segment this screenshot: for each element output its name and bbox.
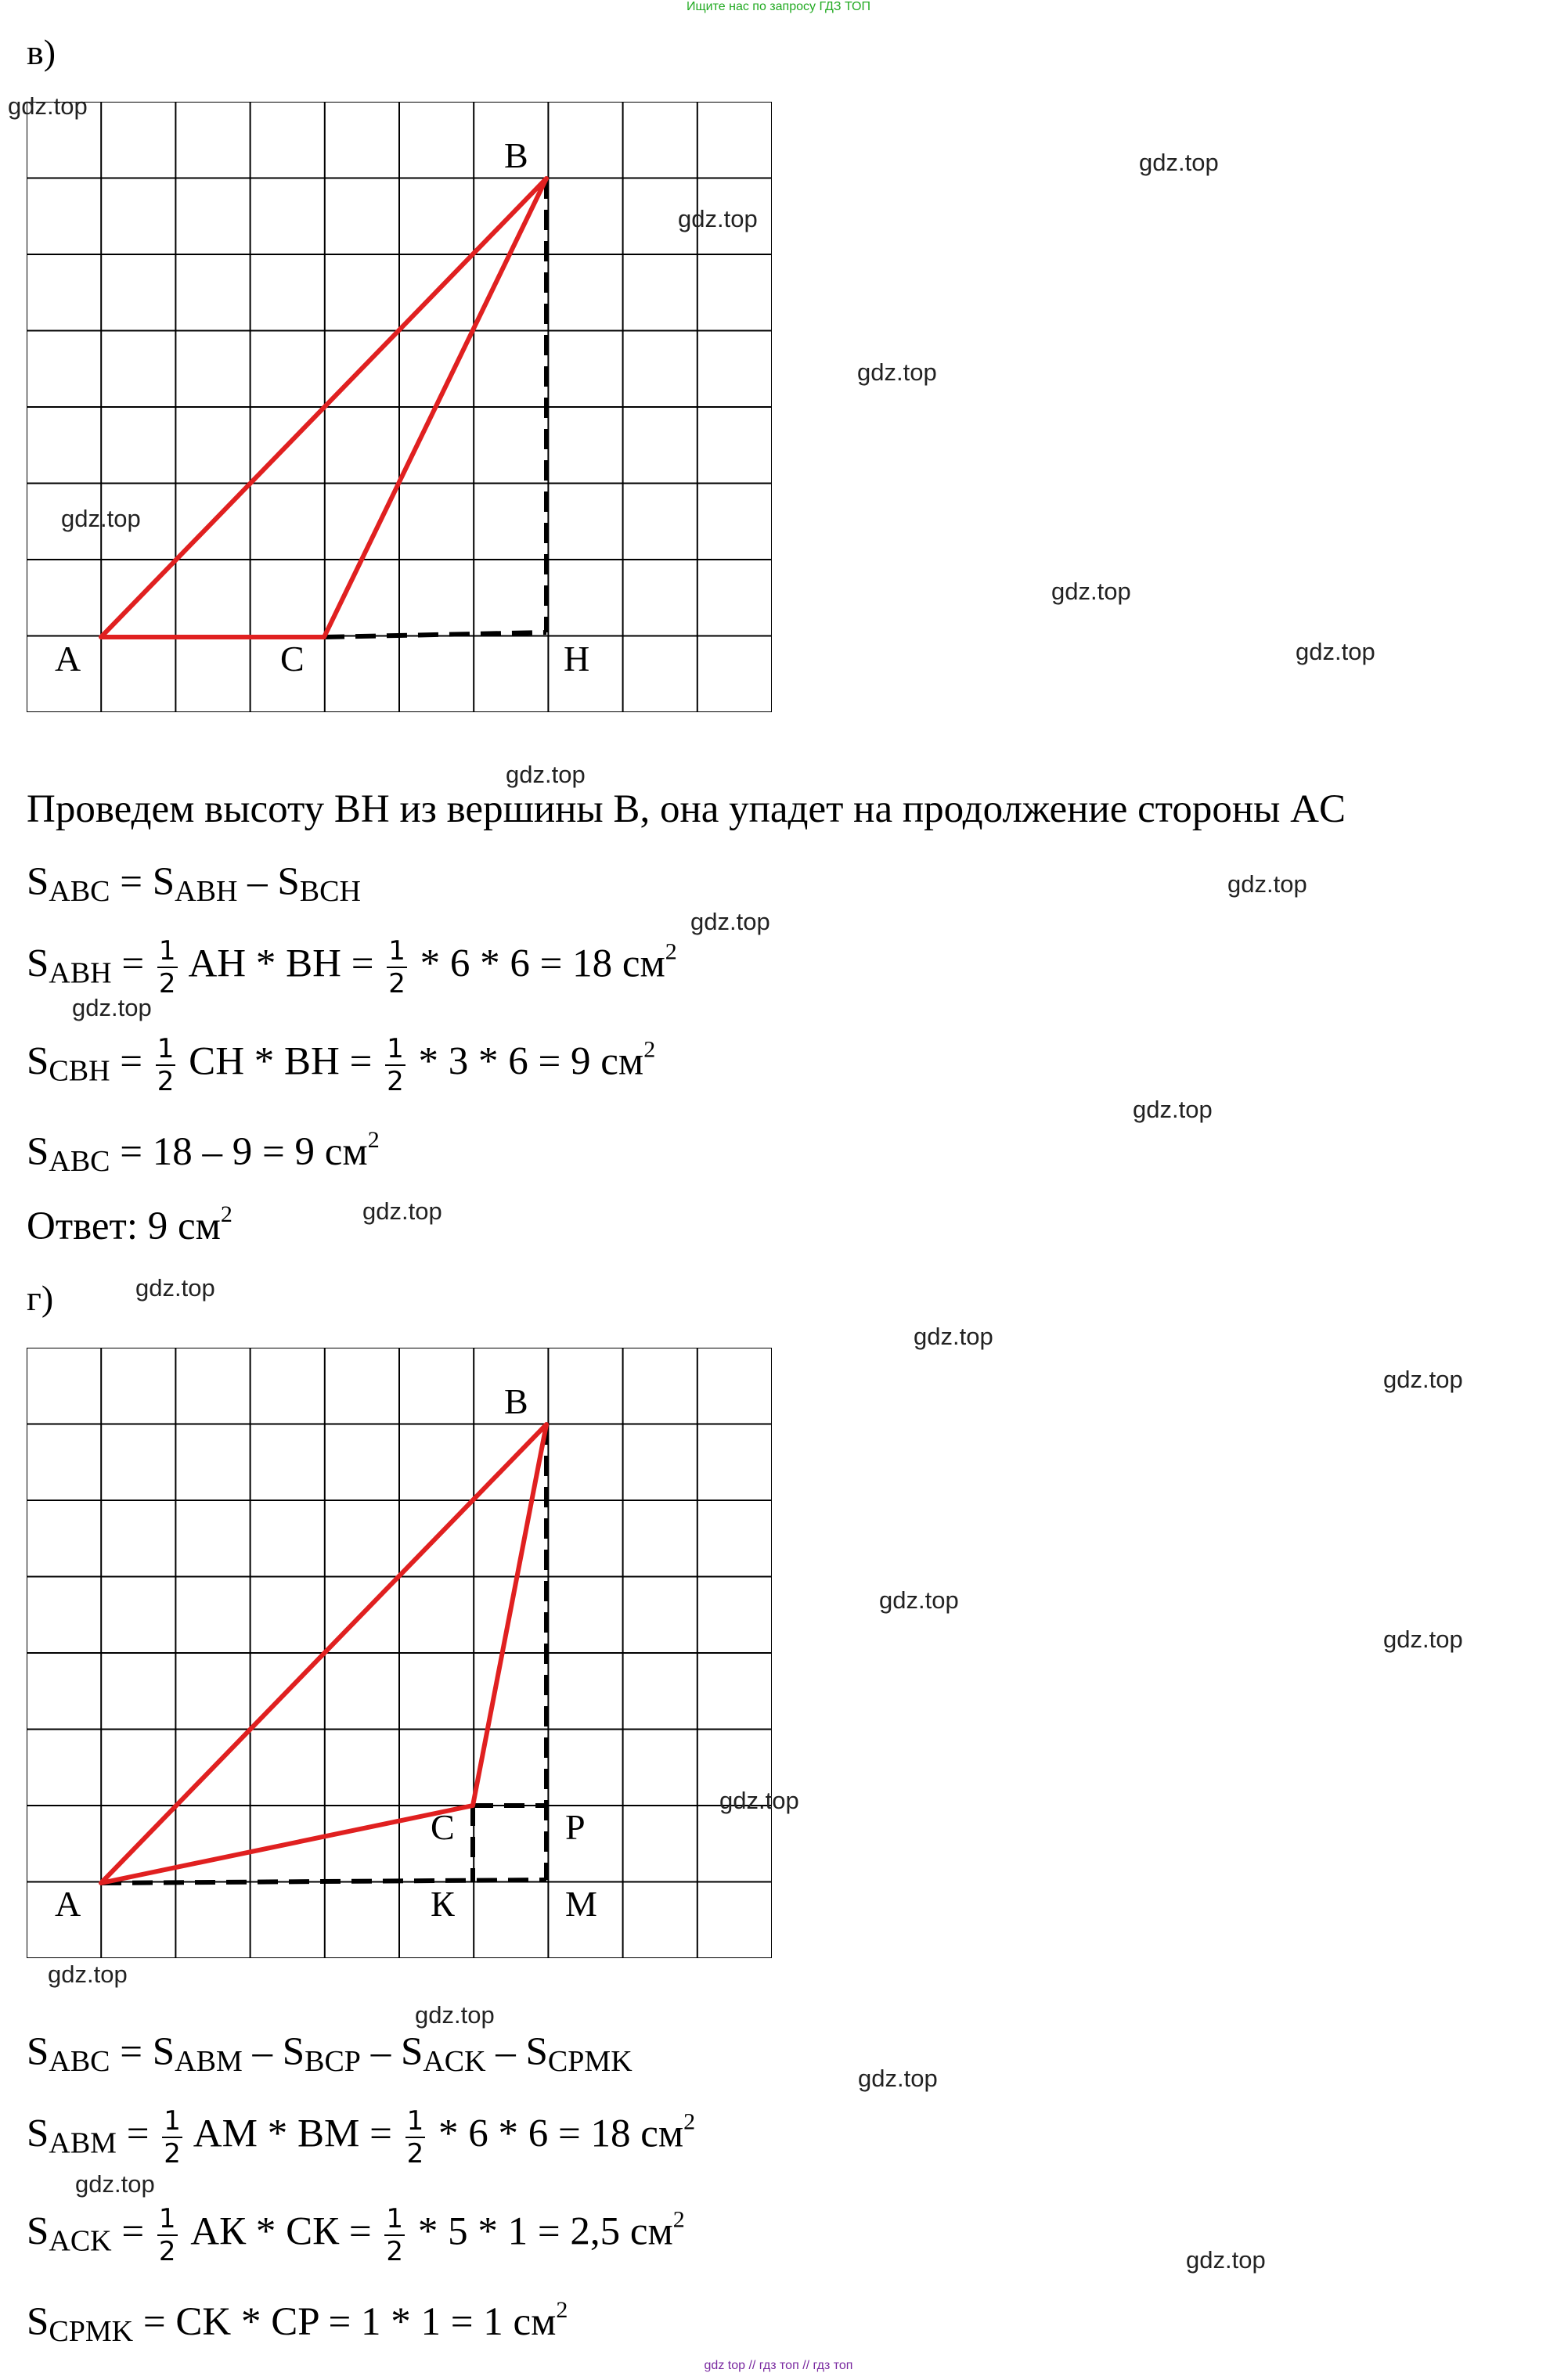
formula-g-3: $S_{ACK}$ = $\frac{1}{2}$ АК * СК = $\frac{1}{2}$ * 5 * 1 = 2,5 $см^2$ bbox=[27, 2203, 685, 2267]
top-banner: Ищите нас по запросу ГДЗ ТОП bbox=[687, 0, 870, 13]
watermark: gdz.top bbox=[72, 994, 152, 1021]
formula-g-2: $S_{ABM}$ = $\frac{1}{2}$ AM * BM = $\frac{1}{2}$ * 6 * 6 = 18 $см^2$ bbox=[27, 2105, 696, 2169]
watermark: gdz.top bbox=[61, 505, 141, 532]
watermark: gdz.top bbox=[858, 2065, 938, 2092]
point-a-label: A bbox=[55, 639, 81, 679]
solution-intro-text: Проведем высоту BH из вершины B, она упадет на продолжение стороны AC bbox=[27, 787, 1346, 831]
watermark: gdz.top bbox=[719, 1787, 799, 1814]
watermark: gdz.top bbox=[48, 1961, 128, 1988]
grid-lines bbox=[27, 1348, 772, 1958]
watermark: gdz.top bbox=[690, 908, 770, 935]
watermark: gdz.top bbox=[678, 205, 758, 232]
part-g-label: г) bbox=[27, 1278, 54, 1318]
point-m-label: M bbox=[565, 1884, 597, 1924]
answer-v: Ответ: 9 $см^2$ bbox=[27, 1201, 232, 1248]
watermark: gdz.top bbox=[1383, 1626, 1463, 1653]
watermark: gdz.top bbox=[1383, 1366, 1463, 1393]
watermark: gdz.top bbox=[1227, 870, 1307, 898]
formula-g-1: $S_{ABC} = S_{ABM} - S_{BCP} - S_{ACK} - S_{CPMK}$ bbox=[27, 2030, 633, 2078]
point-p-label: P bbox=[565, 1807, 586, 1847]
watermark: gdz.top bbox=[75, 2170, 155, 2198]
point-b-label: B bbox=[504, 135, 528, 175]
bottom-banner: gdz top // гдз топ // гдз топ bbox=[704, 2359, 853, 2372]
fraction: $\frac{1}{2}$ bbox=[387, 1033, 404, 1097]
point-c-label: C bbox=[280, 639, 305, 679]
formula-v-2: $S_{ABH}$ = $\frac{1}{2}$ AH * BH = $\frac{1}{2}$ * 6 * 6 = 18 $см^2$ bbox=[27, 935, 677, 999]
fraction: $\frac{1}{2}$ bbox=[388, 935, 405, 999]
watermark: gdz.top bbox=[1133, 1096, 1213, 1123]
part-v-label: в) bbox=[27, 32, 56, 72]
watermark: gdz.top bbox=[879, 1586, 959, 1614]
watermark: gdz.top bbox=[8, 92, 88, 120]
formula-v-3: $S_{CBH}$ = $\frac{1}{2}$ CH * BH = $\frac{1}{2}$ * 3 * 6 = 9 $см^2$ bbox=[27, 1033, 656, 1097]
point-c-label: C bbox=[431, 1807, 455, 1847]
part-g-figure bbox=[27, 1348, 772, 1958]
watermark: gdz.top bbox=[506, 761, 586, 788]
point-h-label: H bbox=[564, 639, 590, 679]
fraction: $\frac{1}{2}$ bbox=[386, 2203, 404, 2267]
fraction: $\frac{1}{2}$ bbox=[406, 2105, 424, 2169]
grid-lines bbox=[27, 102, 772, 712]
part-v-figure bbox=[27, 102, 772, 712]
watermark: gdz.top bbox=[362, 1197, 442, 1225]
watermark: gdz.top bbox=[415, 2001, 495, 2029]
watermark: gdz.top bbox=[1186, 2246, 1266, 2274]
formula-v-4: $S_{ABC} = 18 - 9 = 9$ $см^2$ bbox=[27, 1127, 380, 1178]
point-k-label: К bbox=[431, 1884, 455, 1924]
watermark: gdz.top bbox=[1296, 638, 1375, 665]
watermark: gdz.top bbox=[857, 358, 937, 386]
point-b-label: B bbox=[504, 1381, 528, 1421]
fraction: $\frac{1}{2}$ bbox=[158, 2203, 176, 2267]
watermark: gdz.top bbox=[135, 1274, 215, 1302]
watermark: gdz.top bbox=[1051, 578, 1131, 605]
watermark: gdz.top bbox=[914, 1323, 993, 1350]
point-a-label: A bbox=[55, 1884, 81, 1924]
formula-g-4: $S_{CPMK}$ = CK * CP = 1 * 1 = 1 $см^2$ bbox=[27, 2297, 568, 2348]
fraction: $\frac{1}{2}$ bbox=[158, 935, 176, 999]
watermark: gdz.top bbox=[1139, 149, 1219, 176]
formula-v-1: $S_{ABC} = S_{ABH} - S_{BCH}$ bbox=[27, 860, 361, 908]
fraction: $\frac{1}{2}$ bbox=[164, 2105, 181, 2169]
fraction: $\frac{1}{2}$ bbox=[157, 1033, 175, 1097]
